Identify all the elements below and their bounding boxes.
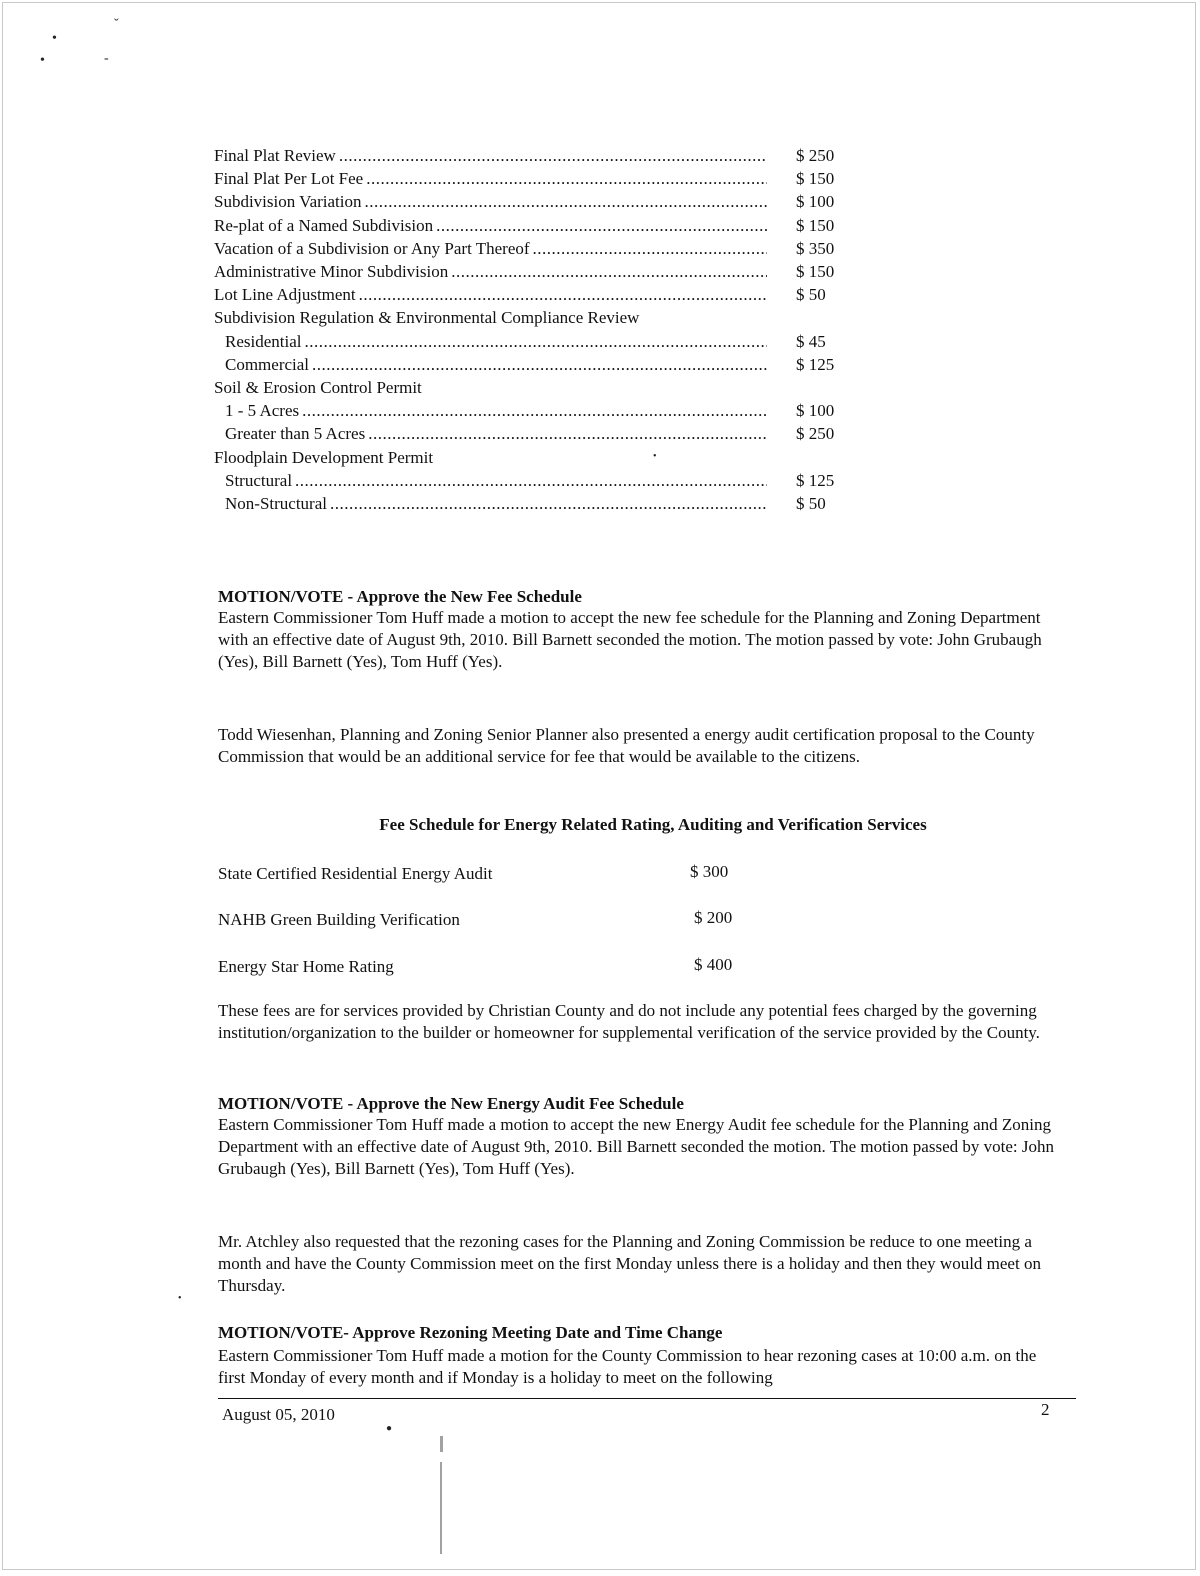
scan-mark: [440, 1462, 442, 1554]
motion-text: Eastern Commissioner Tom Huff made a motion to accept the new fee schedule for the Planning and Zoning Department with an effective date of August 9th, 2010. Bill Barnett seconded the motion. The motion passed by vote: John Grubaugh (Yes), Bill Barnett (Yes), Tom Huff (Yes).: [218, 608, 1042, 671]
motion-text: Eastern Commissioner Tom Huff made a motion to accept the new Energy Audit fee schedule for the Planning and Zoning Department with an effective date of August 9th, 2010. Bill Barnett seconded the motion. The motion passed by vote: John Grubaugh (Yes), Bill Barnett (Yes), Tom Huff (Yes).: [218, 1115, 1054, 1178]
fee-label: Vacation of a Subdivision or Any Part Thereof: [214, 238, 530, 258]
energy-fees-note: These fees are for services provided by Christian County and do not include any potential fees charged by the governing institution/organization to the builder or homeowner for supplemental verification of the service provided by the County.: [218, 1001, 1040, 1042]
motion-heading: MOTION/VOTE- Approve Rezoning Meeting Date and Time Change: [218, 1323, 723, 1342]
fee-amount: $ 150: [796, 262, 835, 282]
scan-speck: •: [52, 31, 57, 46]
dot-leader: [302, 399, 767, 422]
fee-label: Residential: [225, 331, 302, 351]
scan-speck: •: [653, 451, 657, 462]
fee-row: [214, 399, 874, 422]
scan-speck: •: [178, 1293, 182, 1304]
footer-rule: [218, 1398, 1076, 1399]
energy-fee-schedule-title: Fee Schedule for Energy Related Rating, Auditing and Verification Services: [379, 815, 927, 834]
fee-label: Non-Structural: [225, 494, 327, 514]
scan-speck: •: [40, 53, 45, 68]
fee-label: Commercial: [225, 354, 310, 374]
fee-label: Administrative Minor Subdivision: [214, 262, 449, 282]
fee-amount: $ 350: [796, 238, 835, 258]
energy-fee-label: NAHB Green Building Verification: [218, 910, 460, 929]
footer-date: August 05, 2010: [222, 1405, 335, 1424]
dot-leader: [365, 190, 768, 213]
fee-amount: $ 250: [796, 146, 835, 165]
fee-label: Subdivision Variation: [214, 192, 362, 212]
fee-amount: $ 50: [796, 494, 826, 514]
fee-row: [214, 167, 874, 190]
fee-group-heading: Soil & Erosion Control Permit: [214, 378, 422, 398]
fee-amount: $ 125: [796, 470, 835, 490]
energy-fee-label: Energy Star Home Rating: [218, 957, 394, 976]
fee-row: [214, 190, 874, 213]
scan-speck: ‐: [104, 51, 109, 66]
fee-group-heading: Subdivision Regulation & Environmental Compliance Review: [214, 308, 640, 328]
scan-speck: ˇ: [114, 17, 119, 32]
fee-row: [214, 469, 874, 492]
fee-label: Final Plat Per Lot Fee: [214, 169, 364, 189]
scan-mark: [440, 1436, 443, 1452]
scan-speck: ●: [386, 1423, 393, 1434]
fee-row: [214, 283, 874, 306]
fee-row: [214, 144, 874, 167]
fee-label: Structural: [225, 470, 293, 490]
energy-fee-amount: $ 200: [694, 908, 733, 927]
dot-leader: [330, 492, 767, 515]
fee-label: 1 - 5 Acres: [225, 401, 300, 421]
dot-leader: [451, 260, 767, 283]
atchley-request-paragraph: Mr. Atchley also requested that the rezoning cases for the Planning and Zoning Commission be reduce to one meeting a month and have the County Commission meet on the first Monday unless there is a holiday and then they would meet on Thursday.: [218, 1232, 1041, 1295]
fee-amount: $ 125: [796, 354, 835, 374]
fee-amount: $ 50: [796, 285, 826, 305]
fee-row: [214, 353, 874, 376]
fee-amount: $ 150: [796, 169, 835, 189]
energy-intro-paragraph: Todd Wiesenhan, Planning and Zoning Senior Planner also presented a energy audit certification proposal to the County Commission that would be an additional service for fee that would be available to the citizens.: [218, 725, 1035, 766]
fee-group-heading: Floodplain Development Permit: [214, 447, 434, 467]
motion-text: Eastern Commissioner Tom Huff made a motion for the County Commission to hear rezoning cases at 10:00 a.m. on the first Monday of every month and if Monday is a holiday to meet on the following: [218, 1346, 1037, 1387]
fee-row: [214, 492, 874, 515]
dot-leader: [368, 422, 767, 445]
motion-heading: MOTION/VOTE - Approve the New Fee Schedule: [218, 587, 582, 606]
fee-amount: $ 100: [796, 192, 835, 212]
dot-leader: [295, 469, 767, 492]
fee-row: [214, 330, 874, 353]
fee-row: [214, 260, 874, 283]
energy-fee-amount: $ 300: [690, 862, 729, 881]
motion-heading: MOTION/VOTE - Approve the New Energy Audit Fee Schedule: [218, 1094, 684, 1113]
energy-fee-label: State Certified Residential Energy Audit: [218, 864, 493, 883]
fee-schedule-list: [214, 144, 874, 515]
dot-leader: [436, 214, 767, 237]
fee-row: [214, 422, 874, 445]
fee-row: [214, 237, 874, 260]
energy-fee-amount: $ 400: [694, 955, 733, 974]
fee-label: Final Plat Review: [214, 146, 336, 165]
dot-leader: [312, 353, 767, 376]
fee-amount: $ 250: [796, 424, 835, 444]
dot-leader: [304, 330, 767, 353]
fee-label: Re-plat of a Named Subdivision: [214, 215, 434, 235]
fee-row: [214, 214, 874, 237]
fee-amount: $ 100: [796, 401, 835, 421]
fee-amount: $ 45: [796, 331, 826, 351]
fee-amount: $ 150: [796, 215, 835, 235]
fee-label: Lot Line Adjustment: [214, 285, 356, 305]
fee-label: Greater than 5 Acres: [225, 424, 366, 444]
dot-leader: [366, 167, 767, 190]
dot-leader: [359, 283, 767, 306]
dot-leader: [339, 144, 767, 167]
dot-leader: [533, 237, 767, 260]
page-number: 2: [1041, 1400, 1050, 1419]
